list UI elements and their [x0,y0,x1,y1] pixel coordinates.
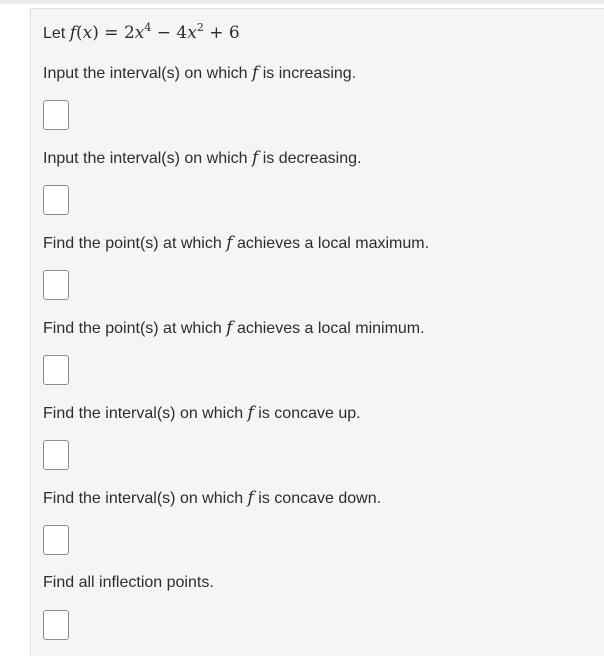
question-decreasing: Input the interval(s) on which f is decreasing. [43,148,362,168]
function-formula: $f(x) = 2x^4 - 4x^2 + 6$ [69,21,240,43]
answer-input-concave-up[interactable] [43,440,69,470]
answer-input-concave-down[interactable] [43,525,69,555]
answer-input-inflection-points[interactable] [43,610,69,640]
question-panel [30,8,604,656]
function-symbol: f [247,403,254,423]
function-symbol: f [252,148,259,168]
function-symbol: f [226,318,233,338]
function-symbol: f [247,488,254,508]
question-local-minimum: Find the point(s) at which f achieves a local minimum. [43,318,425,338]
function-definition [43,23,240,44]
function-symbol: f [252,63,259,83]
question-concave-down: Find the interval(s) on which f is concave down. [43,488,382,508]
question-local-maximum: Find the point(s) at which f achieves a local maximum. [43,233,430,253]
intro-prefix: Let [43,25,66,42]
top-divider [0,0,604,4]
answer-input-decreasing[interactable] [43,185,69,215]
question-increasing: Input the interval(s) on which f is increasing. [43,63,357,83]
answer-input-increasing[interactable] [43,100,69,130]
answer-input-local-maximum[interactable] [43,270,69,300]
question-concave-up: Find the interval(s) on which f is concave up. [43,403,361,423]
function-symbol: f [226,233,233,253]
question-inflection-points: Find all inflection points. [43,574,214,591]
answer-input-local-minimum[interactable] [43,355,69,385]
